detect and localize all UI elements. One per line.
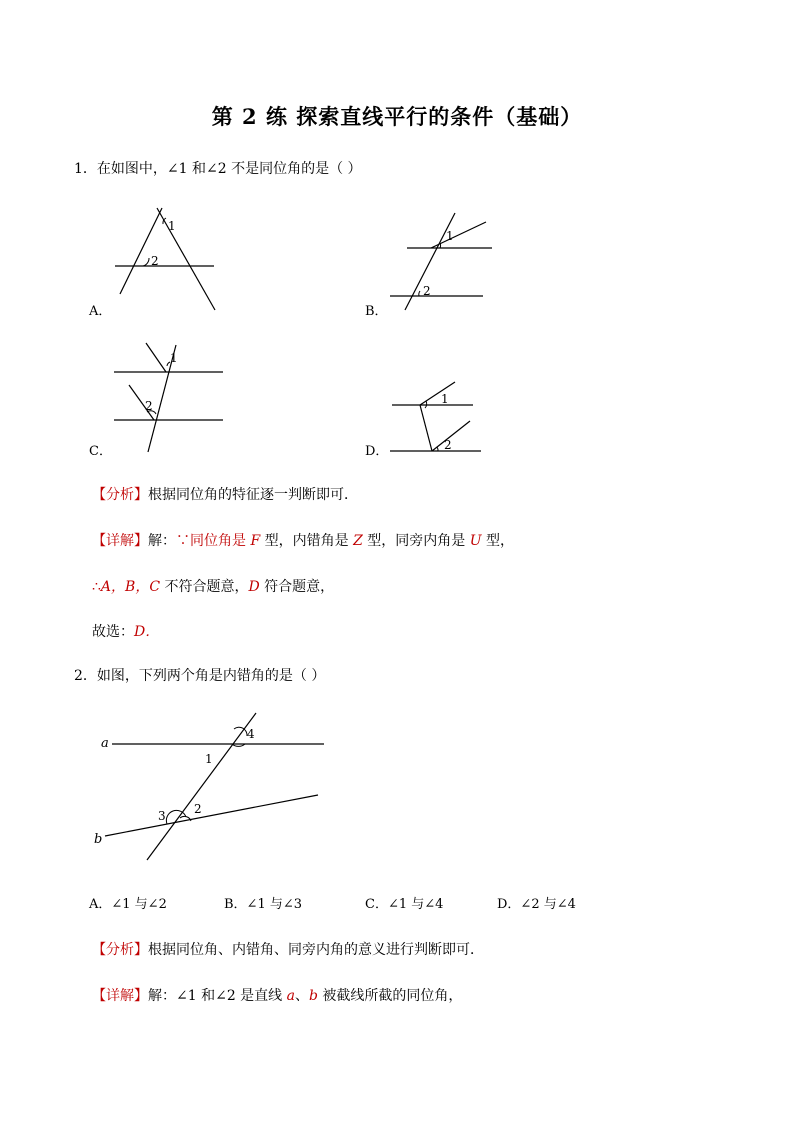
detail-tag: 【详解】 xyxy=(92,533,148,549)
q1-detail xyxy=(92,530,514,550)
angle-1-label: 1 xyxy=(446,229,454,243)
conclude-text-1: 不符合题意， xyxy=(160,579,249,595)
angle-2-label: 2 xyxy=(145,399,153,413)
question-1-stem: 1．在如图中，∠1 和∠2 不是同位角的是（ ） xyxy=(74,161,362,177)
detail-prefix: 解： xyxy=(148,533,176,549)
analysis-text: 根据同位角、内错角、同旁内角的意义进行判断即可． xyxy=(148,942,484,958)
detail-because: ∵同位角是 xyxy=(176,533,251,549)
detail-b: b xyxy=(309,988,318,1004)
detail-prefix: 解：∠1 和∠2 是直线 xyxy=(148,988,287,1004)
angle-2-label: 2 xyxy=(151,254,159,268)
detail-u: U xyxy=(469,533,482,549)
angle-1-label: 1 xyxy=(441,392,449,406)
option-c-label: C． xyxy=(89,444,112,459)
option-d-label: D． xyxy=(365,444,389,459)
detail-f: F xyxy=(250,533,261,549)
q2-detail xyxy=(92,985,462,1005)
page-title: 第 2 练 探索直线平行的条件（基础） xyxy=(211,104,583,129)
line-b-label: b xyxy=(94,832,103,847)
answer-value: D． xyxy=(134,624,160,640)
answer-prefix: 故选： xyxy=(92,624,134,640)
detail-z: Z xyxy=(353,533,363,549)
line-a-label: a xyxy=(101,736,109,751)
angle-3-label: 3 xyxy=(158,809,166,823)
angle-1-label: 1 xyxy=(170,351,178,365)
figure-1a xyxy=(100,200,250,320)
q1-answer xyxy=(92,621,159,641)
figure-1d xyxy=(380,370,510,460)
option-b-label: B． xyxy=(365,304,388,319)
q2-option-b: B．∠1 与∠3 xyxy=(224,897,303,912)
angle-2-label: 2 xyxy=(194,802,202,816)
detail-text-1: 型，内错角是 xyxy=(260,533,354,549)
question-2-stem: 2．如图，下列两个角是内错角的是（ ） xyxy=(74,668,326,684)
analysis-tag: 【分析】 xyxy=(92,487,148,503)
detail-sep: 、 xyxy=(295,988,309,1004)
angle-1-label: 1 xyxy=(205,752,213,766)
conclude-d: D xyxy=(248,579,260,595)
q2-option-d: D．∠2 与∠4 xyxy=(497,897,576,912)
conclude-abc: A，B，C xyxy=(100,579,161,595)
detail-suffix: 被截线所截的同位角， xyxy=(317,988,463,1004)
q2-option-a: A．∠1 与∠2 xyxy=(89,897,167,912)
detail-text-2: 型，同旁内角是 xyxy=(362,533,470,549)
figure-1c xyxy=(100,335,240,460)
angle-1-label: 1 xyxy=(168,219,176,233)
analysis-tag: 【分析】 xyxy=(92,942,148,958)
therefore: ∴ xyxy=(92,579,101,595)
q1-analysis xyxy=(92,484,358,504)
conclude-text-2: 符合题意， xyxy=(259,579,335,595)
angle-2-label: 2 xyxy=(444,438,452,452)
angle-2-label: 2 xyxy=(423,284,431,298)
angle-4-label: 4 xyxy=(247,727,255,741)
detail-a: a xyxy=(286,988,295,1004)
figure-2 xyxy=(90,705,340,865)
figure-1b xyxy=(380,205,530,320)
analysis-text: 根据同位角的特征逐一判断即可． xyxy=(148,487,358,503)
option-a-label: A． xyxy=(89,304,112,319)
detail-tag: 【详解】 xyxy=(92,988,148,1004)
q2-option-c: C．∠1 与∠4 xyxy=(365,897,444,912)
q1-conclusion xyxy=(92,576,334,596)
q2-analysis xyxy=(92,939,484,959)
detail-text-3: 型， xyxy=(481,533,514,549)
